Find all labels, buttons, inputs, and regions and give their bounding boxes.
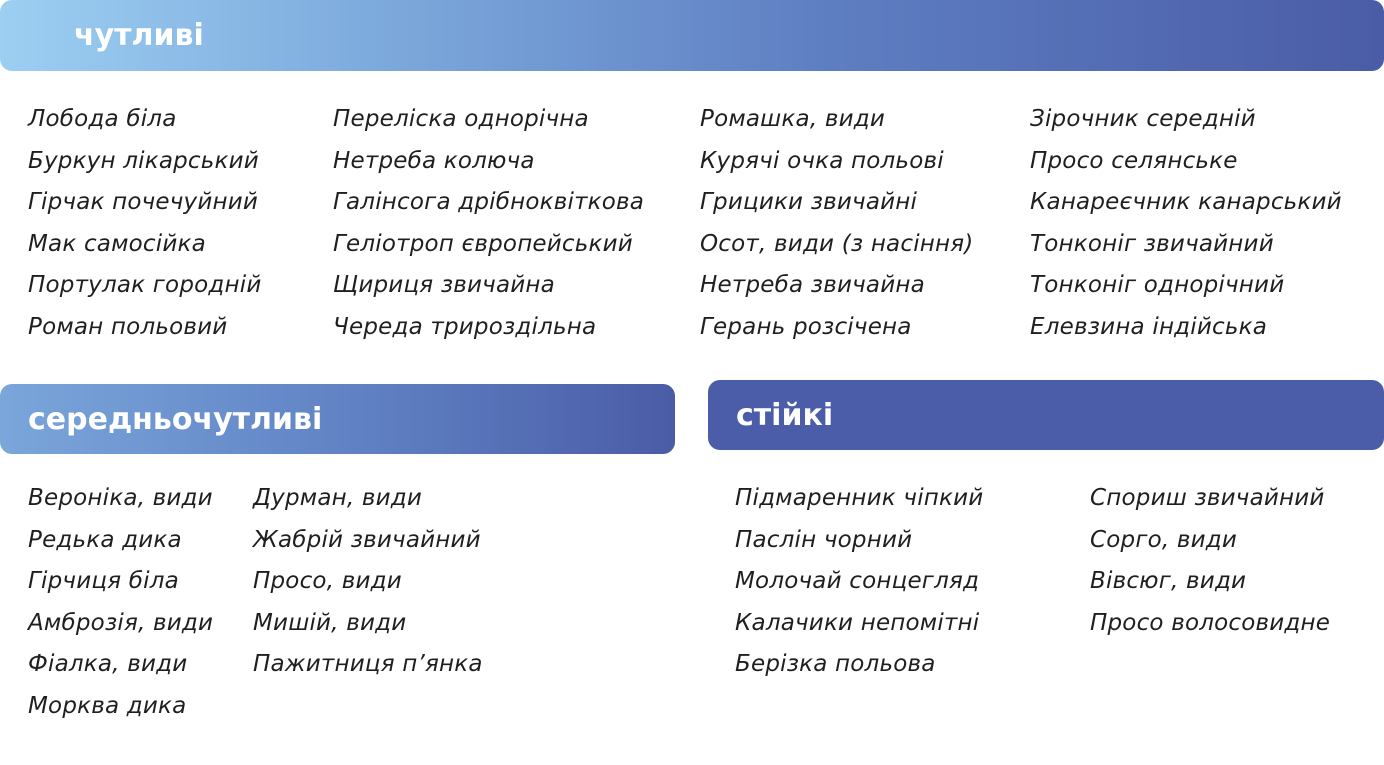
weed-item: Берізка польова: [735, 651, 936, 678]
section-title-sensitive: чутливі: [74, 18, 204, 53]
weed-item: Молочай сонцегляд: [735, 568, 980, 595]
weed-item: Портулак городній: [28, 272, 262, 299]
weed-item: Лобода біла: [28, 106, 177, 132]
weed-item: Осот, види (з насіння): [700, 230, 974, 257]
sensitive-column-1: [28, 99, 261, 349]
weed-item: Курячі очка польові: [700, 147, 944, 174]
weed-item: Фіалка, види: [28, 651, 188, 678]
weed-item: Гірчиця біла: [28, 568, 179, 595]
weed-item: Жабрій звичайний: [253, 526, 481, 553]
weed-item: Паслін чорний: [735, 526, 913, 553]
weed-item: Підмаренник чіпкий: [735, 485, 984, 511]
section-header-sensitive: [0, 0, 1384, 71]
weed-item: Редька дика: [28, 526, 182, 553]
weed-item: Калачики непомітні: [735, 609, 980, 636]
sensitive-column-2: [333, 99, 644, 349]
weed-item: Грицики звичайні: [700, 189, 918, 216]
weed-item: Сорго, види: [1090, 526, 1238, 553]
resistant-column-1: [735, 478, 983, 686]
medium-column-1: [28, 478, 213, 728]
weed-item: Геліотроп європейський: [333, 230, 633, 257]
sensitive-column-3: [700, 99, 973, 349]
weed-item: Череда трироздільна: [333, 313, 597, 340]
weed-item: Галінсога дрібноквіткова: [333, 189, 645, 216]
weed-item: Мак самосійка: [28, 230, 206, 257]
weed-item: Просо селянське: [1030, 147, 1238, 174]
weed-item: Елевзина індійська: [1030, 313, 1268, 340]
weed-item: Нетреба звичайна: [700, 272, 925, 299]
weed-item: Герань розсічена: [700, 313, 912, 340]
weed-item: Нетреба колюча: [333, 147, 535, 174]
weed-item: Зірочник середній: [1030, 106, 1256, 132]
weed-item: Мишій, види: [253, 609, 407, 636]
weed-item: Вероніка, види: [28, 485, 213, 511]
weed-item: Морква дика: [28, 692, 187, 719]
weed-item: Гірчак почечуйний: [28, 189, 259, 216]
weed-item: Тонконіг однорічний: [1030, 272, 1285, 299]
weed-item: Спориш звичайний: [1090, 485, 1325, 511]
sensitive-column-4: [1030, 99, 1342, 349]
medium-column-2: [253, 478, 483, 686]
weed-item: Переліска однорічна: [333, 106, 589, 132]
weed-item: Ромашка, види: [700, 106, 885, 132]
weed-item: Амброзія, види: [28, 609, 214, 636]
weed-item: Просо, види: [253, 568, 402, 595]
weed-item: Просо волосовидне: [1090, 609, 1331, 636]
resistant-column-2: [1090, 478, 1330, 644]
weed-item: Канареєчник канарський: [1030, 189, 1342, 216]
weed-item: Тонконіг звичайний: [1030, 230, 1274, 257]
weed-item: Дурман, види: [253, 485, 423, 511]
weed-item: Вівсюг, види: [1090, 568, 1247, 595]
weed-item: Буркун лікарський: [28, 147, 259, 174]
section-title-medium: середньочутливі: [28, 401, 323, 437]
section-header-medium: [0, 384, 675, 454]
section-title-resistant: стійкі: [736, 397, 834, 433]
weed-item: Роман польовий: [28, 313, 228, 340]
weed-item: Щириця звичайна: [333, 272, 555, 299]
section-header-resistant: [708, 380, 1384, 450]
weed-item: Пажитниця п’янка: [253, 651, 483, 678]
